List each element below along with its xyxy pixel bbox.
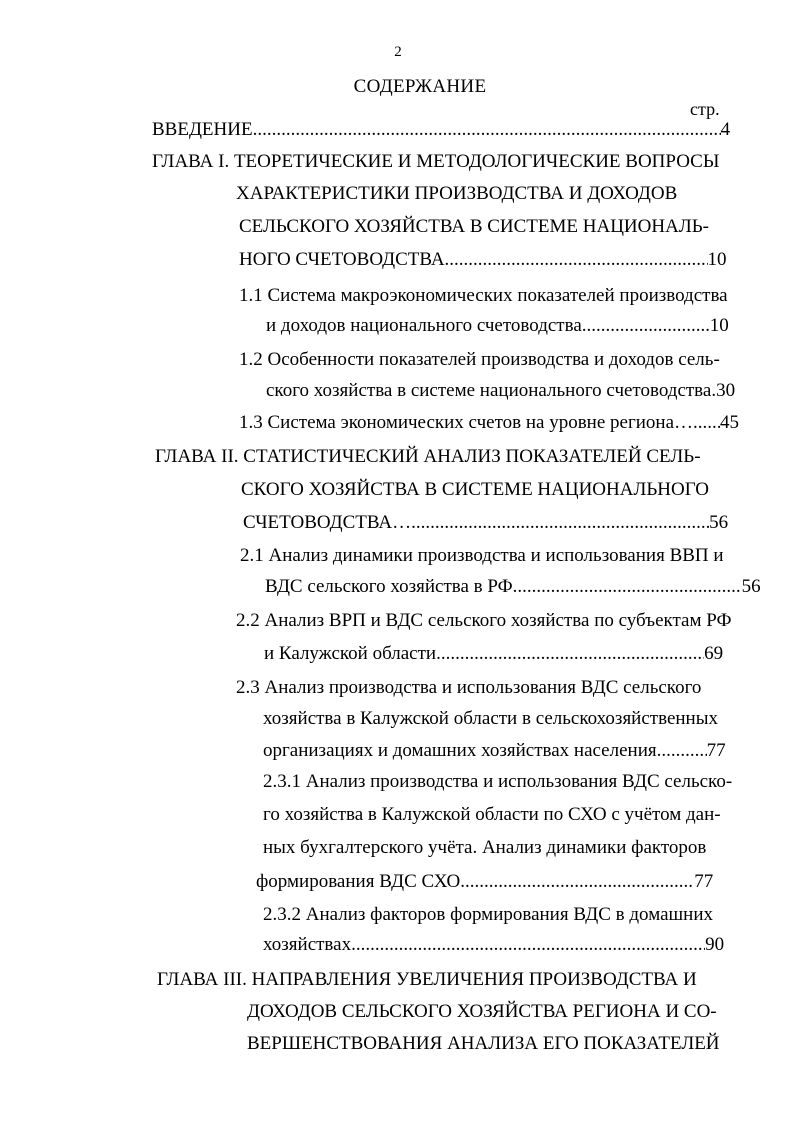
toc-section-1-3[interactable] — [239, 412, 739, 434]
toc-subsection-2-3-1-line-1[interactable]: 2.3.1 Анализ производства и использования ВДС сельско- — [263, 771, 733, 792]
page-number: 2 — [394, 44, 402, 60]
leader-dots — [253, 119, 721, 141]
toc-title: СОДЕРЖАНИЕ — [353, 76, 487, 97]
leader-dots — [445, 249, 708, 271]
toc-section-2-3-line-1[interactable]: 2.3 Анализ производства и использования ВДС сельского — [236, 677, 702, 698]
toc-section-2-1-line-1[interactable]: 2.1 Анализ динамики производства и использования ВВП и — [240, 545, 724, 566]
leader-dots — [657, 740, 707, 762]
toc-chapter-1-line-2[interactable]: ХАРАКТЕРИСТИКИ ПРОИЗВОДСТВА И ДОХОДОВ — [236, 183, 678, 204]
leader-dots — [693, 412, 720, 434]
toc-subsection-2-3-2-line-2[interactable] — [263, 934, 724, 956]
toc-entry-page: 56 — [741, 576, 761, 597]
toc-chapter-1-line-1[interactable]: ГЛАВА I. ТЕОРЕТИЧЕСКИЕ И МЕТОДОЛОГИЧЕСКИЕ ВОПРОСЫ — [152, 151, 720, 172]
toc-chapter-2-line-3[interactable] — [243, 512, 728, 534]
toc-entry-text: организациях и домашних хозяйствах населения — [263, 740, 657, 761]
toc-section-2-2-line-2[interactable] — [264, 643, 723, 665]
toc-entry-text: ского хозяйства в системе национального счетоводства. — [266, 380, 717, 401]
toc-entry-intro[interactable] — [152, 119, 730, 141]
toc-section-2-3-line-3[interactable] — [263, 740, 726, 762]
toc-chapter-2-line-2[interactable]: СКОГО ХОЗЯЙСТВА В СИСТЕМЕ НАЦИОНАЛЬНОГО — [241, 479, 709, 500]
toc-entry-text: и доходов национального счетоводства — [266, 315, 582, 336]
toc-subsection-2-3-1-line-2[interactable]: го хозяйства в Калужской области по СХО с учётом дан- — [263, 804, 721, 825]
toc-subsection-2-3-2-line-1[interactable]: 2.3.2 Анализ факторов формирования ВДС в домашних — [263, 904, 713, 925]
toc-entry-page: 10 — [709, 315, 729, 336]
toc-section-1-2-line-2[interactable] — [266, 380, 735, 402]
toc-subsection-2-3-1-line-4[interactable] — [256, 871, 713, 893]
leader-dots — [351, 934, 705, 956]
toc-section-2-2-line-1[interactable]: 2.2 Анализ ВРП и ВДС сельского хозяйства по субъектам РФ — [236, 610, 732, 631]
toc-section-1-1-line-2[interactable] — [266, 315, 729, 337]
leader-dots — [460, 871, 694, 893]
toc-chapter-3-line-3[interactable]: ВЕРШЕНСТВОВАНИЯ АНАЛИЗА ЕГО ПОКАЗАТЕЛЕЙ — [247, 1033, 720, 1054]
toc-entry-page: 69 — [704, 643, 724, 664]
toc-entry-text: СЧЕТОВОДСТВА… — [243, 512, 412, 533]
toc-entry-text: ВДС сельского хозяйства в РФ — [265, 576, 513, 597]
toc-section-1-2-line-1[interactable]: 1.2 Особенности показателей производства и доходов сель- — [239, 349, 720, 370]
toc-entry-page: 77 — [694, 871, 714, 892]
toc-entry-text: и Калужской области — [264, 643, 437, 664]
toc-entry-page: 77 — [706, 740, 726, 761]
toc-chapter-3-line-2[interactable]: ДОХОДОВ СЕЛЬСКОГО ХОЗЯЙСТВА РЕГИОНА И СО- — [247, 1001, 717, 1022]
toc-section-2-1-line-2[interactable] — [265, 576, 761, 598]
leader-dots — [513, 576, 742, 598]
leader-dots — [436, 643, 704, 665]
toc-section-1-1-line-1[interactable]: 1.1 Система макроэкономических показателей производства — [239, 285, 728, 306]
leader-dots — [582, 315, 710, 337]
toc-entry-text: формирования ВДС СХО — [256, 871, 461, 892]
toc-entry-page: 4 — [720, 119, 731, 140]
toc-section-2-3-line-2[interactable]: хозяйства в Калужской области в сельскохозяйственных — [263, 708, 718, 729]
toc-chapter-1-line-3[interactable]: СЕЛЬСКОГО ХОЗЯЙСТВА В СИСТЕМЕ НАЦИОНАЛЬ- — [239, 216, 709, 237]
toc-subsection-2-3-1-line-3[interactable]: ных бухгалтерского учёта. Анализ динамики факторов — [263, 837, 707, 858]
toc-entry-page: 30 — [716, 380, 736, 401]
toc-entry-page: 45 — [720, 412, 740, 433]
toc-entry-text: хозяйствах — [263, 934, 352, 955]
toc-chapter-2-line-1[interactable]: ГЛАВА II. СТАТИСТИЧЕСКИЙ АНАЛИЗ ПОКАЗАТЕЛЕЙ СЕЛЬ- — [155, 446, 701, 467]
leader-dots — [411, 512, 709, 534]
toc-entry-text: НОГО СЧЕТОВОДСТВА — [239, 249, 445, 270]
toc-entry-text: 1.3 Система экономических счетов на уровне региона… — [239, 412, 694, 433]
toc-entry-page: 90 — [705, 934, 725, 955]
toc-chapter-3-line-1[interactable]: ГЛАВА III. НАПРАВЛЕНИЯ УВЕЛИЧЕНИЯ ПРОИЗВОДСТВА И — [157, 969, 697, 990]
toc-entry-text: ВВЕДЕНИЕ — [152, 119, 253, 140]
toc-chapter-1-line-4[interactable] — [239, 249, 727, 271]
toc-entry-page: 56 — [709, 512, 729, 533]
page-column-label: стр. — [690, 99, 720, 119]
toc-entry-page: 10 — [707, 249, 727, 270]
